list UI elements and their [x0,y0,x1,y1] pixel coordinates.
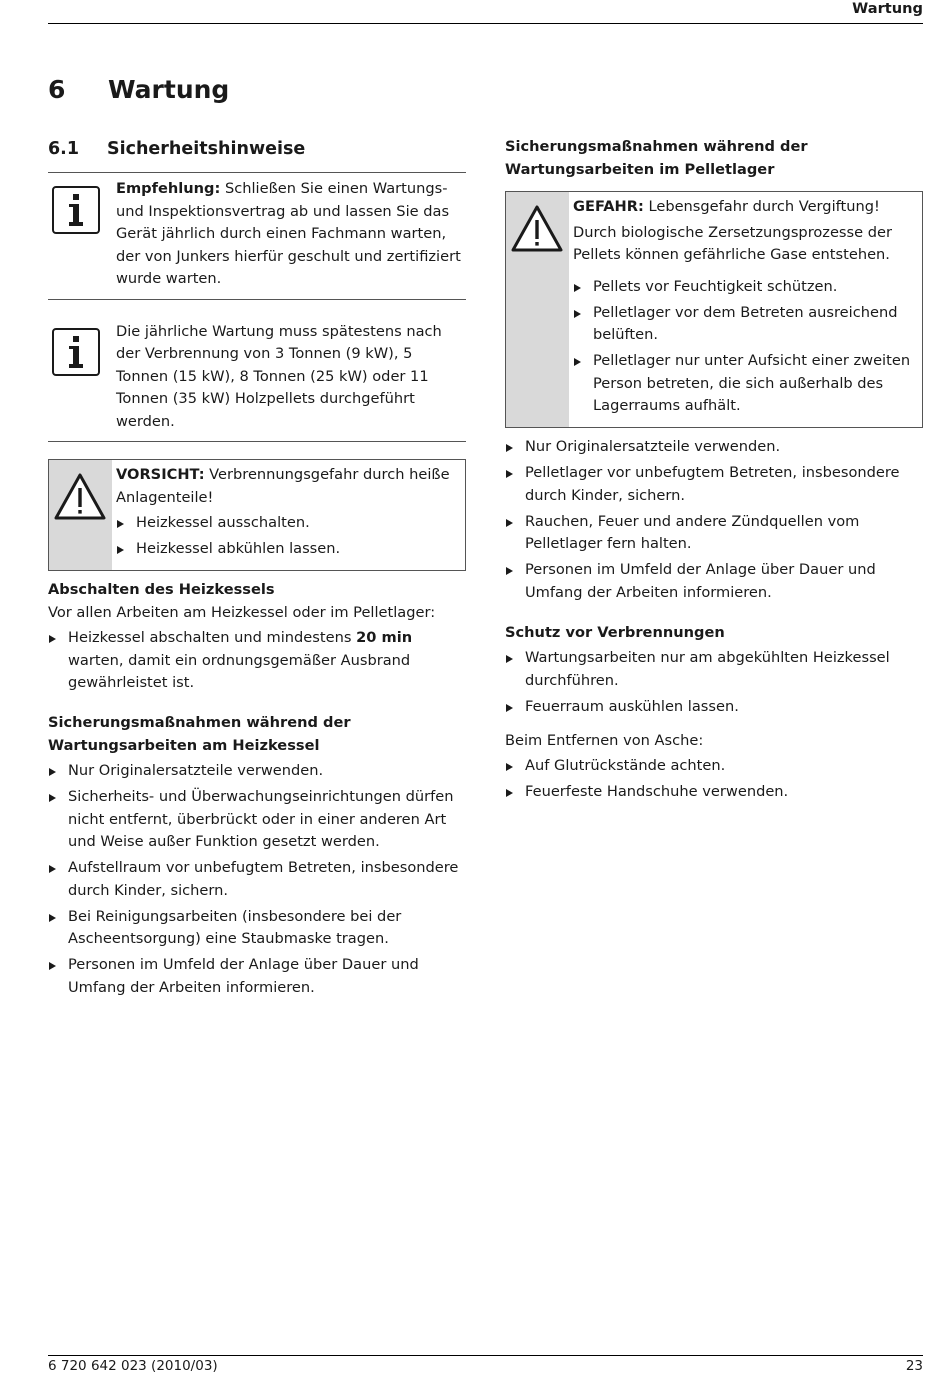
list-item: Bei Reinigungsarbeiten (insbesondere bei der Ascheentsorgung) eine Staubmaske tragen. [48,906,466,951]
info-icon [52,328,100,376]
list-item: Pellets vor Feuchtigkeit schützen. [573,276,916,299]
caution-box [48,459,466,571]
warning-triangle-icon [510,204,564,254]
burns-heading: Schutz vor Verbrennungen [505,623,725,641]
shutdown-list [48,627,466,695]
caution-list [116,512,459,561]
shutdown-heading: Abschalten des Heizkessels [48,581,275,598]
list-item: Wartungsarbeiten nur am abgekühlten Heizkessel durchführen. [505,647,923,692]
list-item: Feuerraum auskühlen lassen. [505,696,923,719]
info-text: Die jährliche Wartung muss spätestens nach der Verbrennung von 3 Tonnen (9 kW), 5 Tonnen (15 kW), 8 Tonnen (25 kW) oder 11 Tonnen (35 kW) Holzpellets durchgeführt werden. [116,322,442,430]
boiler-measures-heading: Sicherungsmaßnahmen während der Wartungsarbeiten am Heizkessel [48,714,351,754]
list-item: Sicherheits- und Überwachungseinrichtungen dürfen nicht entfernt, überbrückt oder in einer anderen Art und Weise außer Funktion gesetzt werden. [48,786,466,854]
section-title: Sicherheitshinweise [107,139,306,159]
ash-list [505,755,923,804]
list-item: Pelletlager nur unter Aufsicht einer zweiten Person betreten, die sich außerhalb des Lagerraums aufhält. [573,350,916,418]
pellet-measures-heading: Sicherungsmaßnahmen während der Wartungsarbeiten im Pelletlager [505,138,808,178]
header-rule [48,23,923,24]
left-column [48,136,466,1003]
footer-doc-number: 6 720 642 023 (2010/03) [48,1358,218,1374]
chapter-heading [48,72,229,108]
danger-detail: Durch biologische Zersetzungsprozesse der Pellets können gefährliche Gase entstehen. [573,223,893,263]
info-label: Empfehlung: [116,180,221,197]
footer-page-number: 23 [905,1358,923,1374]
caution-label: VORSICHT: [116,466,205,483]
right-column [505,136,923,807]
list-item: Rauchen, Feuer und andere Zündquellen vom Pelletlager fern halten. [505,511,923,556]
danger-label: GEFAHR: [573,198,644,215]
danger-text: GEFAHR: Lebensgefahr durch Vergiftung! [573,198,880,215]
list-item: Personen im Umfeld der Anlage über Dauer und Umfang der Arbeiten informieren. [48,954,466,999]
caution-text: VORSICHT: Verbrennungsgefahr durch heiße Anlagenteile! [116,466,450,506]
list-item: Heizkessel abkühlen lassen. [116,538,459,561]
list-item: Nur Originalersatzteile verwenden. [48,760,466,783]
shutdown-intro: Vor allen Arbeiten am Heizkessel oder im Pelletlager: [48,603,436,621]
list-item: Aufstellraum vor unbefugtem Betreten, insbesondere durch Kinder, sichern. [48,857,466,902]
list-item: Feuerfeste Handschuhe verwenden. [505,781,923,804]
list-item: Pelletlager vor dem Betreten ausreichend belüften. [573,302,916,347]
section-number: 6.1 [48,139,80,159]
list-item: Pelletlager vor unbefugtem Betreten, insbesondere durch Kinder, sichern. [505,462,923,507]
list-item: Nur Originalersatzteile verwenden. [505,436,923,459]
info-icon [52,186,100,234]
pellet-measures-list [505,436,923,604]
danger-box [505,191,923,428]
info-box-maintenance-interval [48,308,466,443]
warning-triangle-icon [53,472,107,522]
chapter-title: Wartung [108,75,230,104]
burns-list [505,647,923,718]
list-item: Personen im Umfeld der Anlage über Dauer und Umfang der Arbeiten informieren. [505,559,923,604]
info-text: Empfehlung: Schließen Sie einen Wartungs- und Inspektionsvertrag ab und lassen Sie das Gerät jährlich durch einen Fachmann warten, der von Junkers hierfür geschult und zertifiziert wurde warten. [116,180,461,287]
danger-list [573,276,916,418]
footer-rule [48,1355,923,1356]
chapter-number: 6 [48,75,66,104]
section-heading [48,136,466,162]
boiler-measures-list [48,760,466,999]
list-item: Heizkessel ausschalten. [116,512,459,535]
info-box-recommendation [48,172,466,300]
header-title: Wartung [852,0,923,17]
ash-intro: Beim Entfernen von Asche: [505,731,704,749]
list-item: Heizkessel abschalten und mindestens 20 min warten, damit ein ordnungsgemäßer Ausbrand gewährleistet ist. [48,627,466,695]
list-item: Auf Glutrückstände achten. [505,755,923,778]
